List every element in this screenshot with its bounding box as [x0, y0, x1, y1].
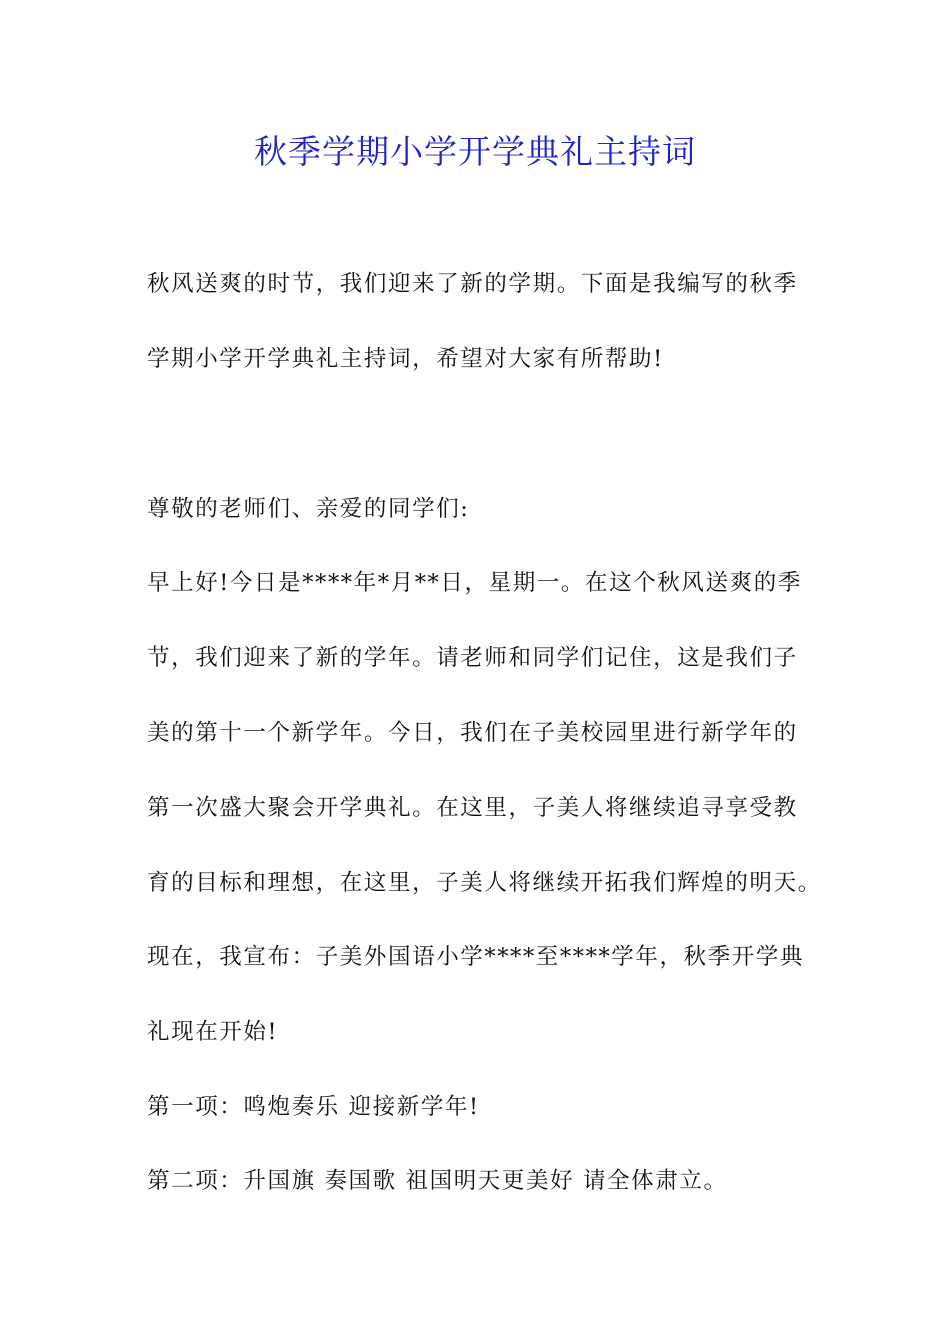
- intro-line-2: 学期小学开学典礼主持词，希望对大家有所帮助!: [147, 346, 664, 372]
- body-line-3: 美的第十一个新学年。今日，我们在子美校园里进行新学年的: [147, 720, 798, 746]
- body-line-2: 节，我们迎来了新的学年。请老师和同学们记住，这是我们子: [147, 645, 798, 671]
- intro-line-1: 秋风送爽的时节，我们迎来了新的学期。下面是我编写的秋季: [147, 271, 798, 297]
- agenda-item-1: 第一项：鸣炮奏乐 迎接新学年!: [147, 1094, 480, 1120]
- body-line-5: 育的目标和理想，在这里，子美人将继续开拓我们辉煌的明天。: [147, 870, 822, 896]
- body-line-1: 早上好!今日是****年*月**日，星期一。在这个秋风送爽的季: [147, 570, 802, 596]
- body-line-4: 第一次盛大聚会开学典礼。在这里，子美人将继续追寻享受教: [147, 795, 798, 821]
- body-line-6: 现在，我宣布：子美外国语小学****至****学年，秋季开学典: [147, 944, 805, 970]
- salutation-line: 尊敬的老师们、亲爱的同学们:: [147, 496, 470, 522]
- agenda-item-2: 第二项：升国旗 奏国歌 祖国明天更美好 请全体肃立。: [147, 1168, 728, 1194]
- document-title: 秋季学期小学开学典礼主持词: [254, 132, 696, 171]
- body-line-7: 礼现在开始!: [147, 1019, 279, 1045]
